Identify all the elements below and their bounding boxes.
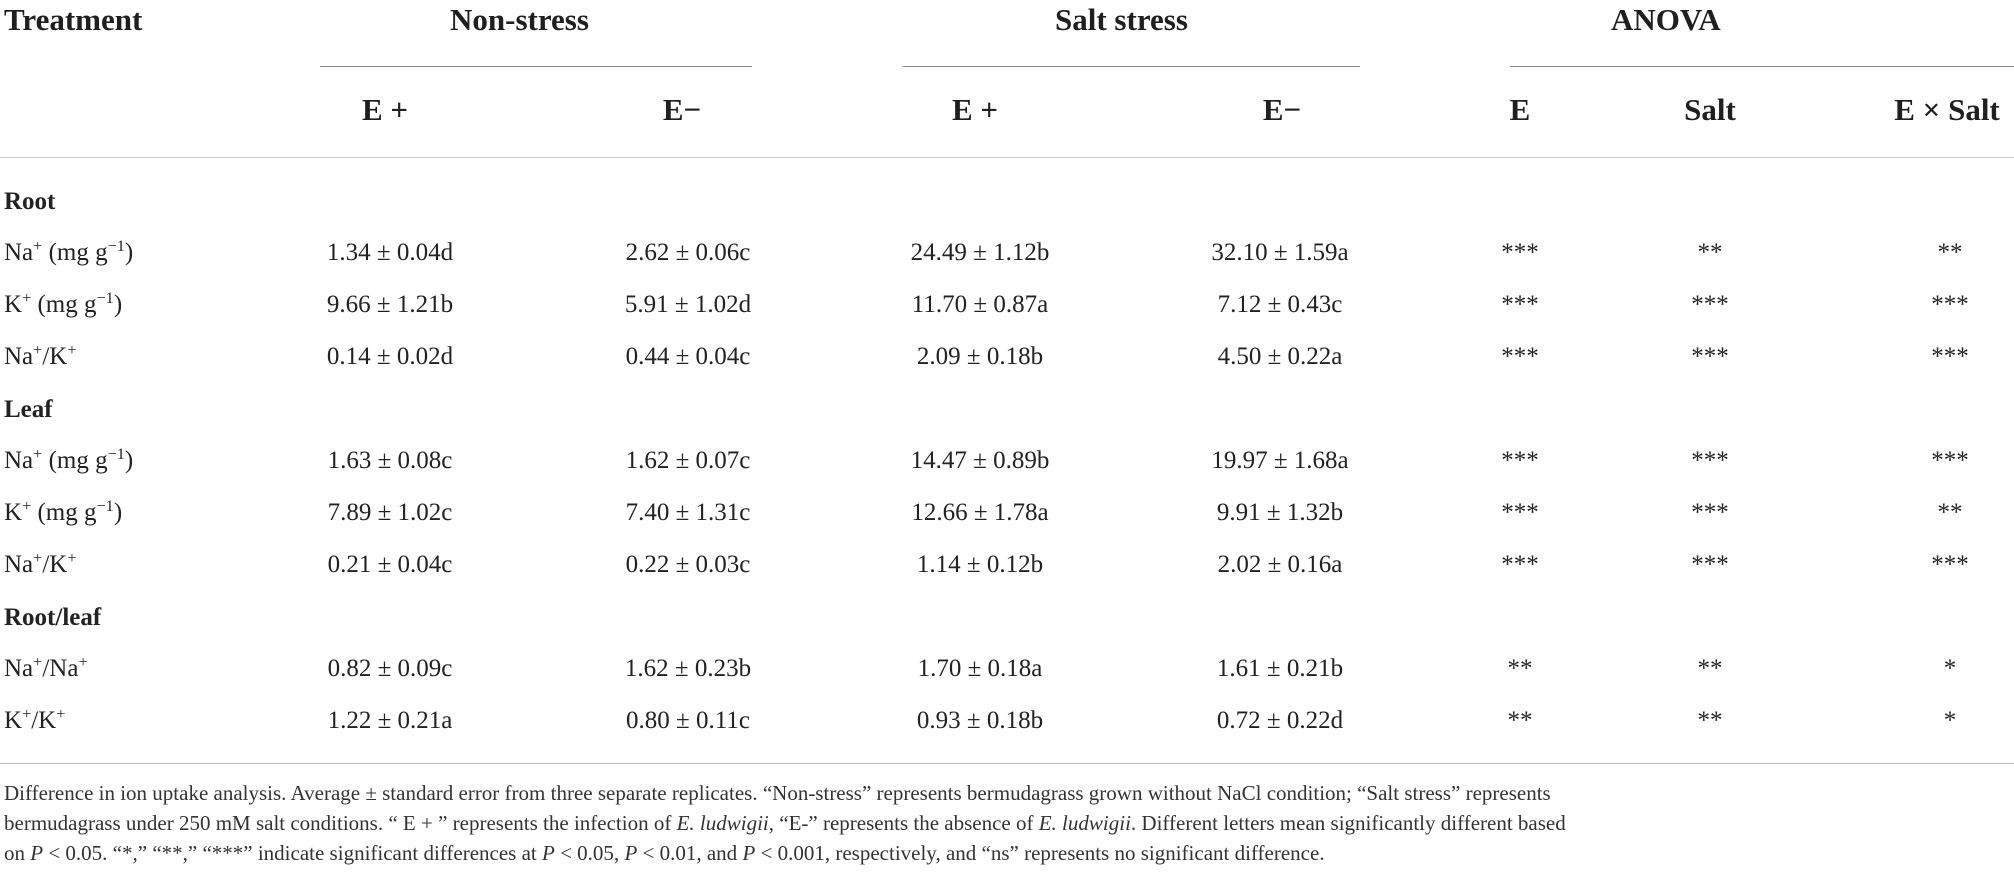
cell-ns-e-minus: 5.91 ± 1.02d bbox=[624, 291, 752, 318]
row-label: Na+/K+ bbox=[4, 341, 77, 370]
cell-anova-e: *** bbox=[1501, 499, 1539, 526]
cell-ns-e-plus: 0.14 ± 0.02d bbox=[326, 343, 454, 370]
header-anova: ANOVA bbox=[1611, 2, 1721, 37]
subheader-ns-e-minus: E− bbox=[662, 92, 702, 127]
footnote-line-1: Difference in ion uptake analysis. Average ± standard error from three separate replicates. “Non-stress” represents bermudagrass grown without NaCl condition; “Salt stress” represents bbox=[4, 781, 1551, 805]
cell-ss-e-plus: 2.09 ± 0.18b bbox=[916, 343, 1044, 370]
cell-ns-e-minus: 0.44 ± 0.04c bbox=[625, 343, 751, 370]
cell-ns-e-minus: 2.62 ± 0.06c bbox=[625, 239, 751, 266]
table-bottom-rule bbox=[0, 763, 2014, 764]
table-row bbox=[0, 545, 2014, 585]
table-footnote bbox=[4, 778, 2008, 868]
row-label: K+ (mg $g^{-1}$) bbox=[4, 497, 123, 526]
cell-anova-interaction: *** bbox=[1931, 343, 1969, 370]
cell-anova-salt: *** bbox=[1691, 291, 1729, 318]
row-label: K+ (mg $g^{-1}$) bbox=[4, 289, 123, 318]
table-row bbox=[0, 701, 2014, 741]
cell-anova-interaction: *** bbox=[1931, 291, 1969, 318]
subheader-anova-e: E bbox=[1509, 92, 1531, 127]
group-label: Leaf bbox=[4, 396, 53, 423]
group-label: Root/leaf bbox=[4, 604, 102, 631]
cell-ss-e-minus: 19.97 ± 1.68a bbox=[1211, 447, 1349, 474]
cell-anova-salt: *** bbox=[1691, 551, 1729, 578]
subheader-ss-e-plus: E + bbox=[951, 92, 999, 127]
salt-stress-underline bbox=[903, 66, 1360, 67]
cell-ss-e-plus: 11.70 ± 0.87a bbox=[911, 291, 1049, 318]
cell-ns-e-minus: 1.62 ± 0.23b bbox=[624, 655, 752, 682]
cell-anova-salt: ** bbox=[1697, 239, 1723, 266]
table-row bbox=[0, 649, 2014, 689]
cell-anova-interaction: *** bbox=[1931, 447, 1969, 474]
cell-ns-e-minus: 1.62 ± 0.07c bbox=[625, 447, 751, 474]
cell-ns-e-minus: 0.22 ± 0.03c bbox=[625, 551, 751, 578]
footnote-line-3: on P < 0.05. “*,” “**,” “***” indicate significant differences at P < 0.05, P < 0.01, and P < 0.001, respectively, and “ns” represents no significant difference. bbox=[4, 841, 1325, 865]
cell-ss-e-plus: 12.66 ± 1.78a bbox=[911, 499, 1049, 526]
anova-underline bbox=[1510, 66, 2014, 67]
cell-ss-e-plus: 14.47 ± 0.89b bbox=[910, 447, 1050, 474]
cell-ns-e-minus: 0.80 ± 0.11c bbox=[626, 707, 750, 734]
table-row bbox=[0, 493, 2014, 533]
cell-ns-e-minus: 7.40 ± 1.31c bbox=[625, 499, 751, 526]
header-non-stress: Non-stress bbox=[450, 2, 589, 37]
subheader-ss-e-minus: E− bbox=[1262, 92, 1302, 127]
cell-ss-e-minus: 1.61 ± 0.21b bbox=[1216, 655, 1344, 682]
cell-ns-e-plus: 1.63 ± 0.08c bbox=[327, 447, 453, 474]
row-label: Na+ (mg $g^{-1}$) bbox=[4, 445, 134, 474]
cell-ss-e-plus: 1.70 ± 0.18a bbox=[917, 655, 1043, 682]
non-stress-underline bbox=[320, 66, 752, 67]
cell-anova-e: *** bbox=[1501, 551, 1539, 578]
cell-anova-e: ** bbox=[1507, 707, 1533, 734]
row-label: K+/K+ bbox=[4, 705, 66, 734]
table-row bbox=[0, 337, 2014, 377]
cell-anova-salt: *** bbox=[1691, 343, 1729, 370]
header-salt-stress: Salt stress bbox=[1055, 2, 1188, 37]
row-label: Na+/Na+ bbox=[4, 653, 88, 682]
cell-anova-salt: *** bbox=[1691, 447, 1729, 474]
subheader-anova-salt: Salt bbox=[1684, 92, 1736, 127]
cell-anova-e: *** bbox=[1501, 239, 1539, 266]
cell-anova-e: ** bbox=[1507, 655, 1533, 682]
cell-anova-salt: *** bbox=[1691, 499, 1729, 526]
table-row bbox=[0, 441, 2014, 481]
cell-anova-interaction: ** bbox=[1937, 239, 1963, 266]
row-label: Na+ (mg $g^{-1}$) bbox=[4, 237, 134, 266]
cell-anova-salt: ** bbox=[1697, 655, 1723, 682]
cell-ns-e-plus: 1.34 ± 0.04d bbox=[326, 239, 454, 266]
cell-anova-e: *** bbox=[1501, 291, 1539, 318]
cell-anova-interaction: * bbox=[1943, 707, 1957, 734]
cell-ns-e-plus: 9.66 ± 1.21b bbox=[326, 291, 454, 318]
group-row-root bbox=[0, 182, 2014, 222]
table-row bbox=[0, 233, 2014, 273]
cell-ss-e-plus: 1.14 ± 0.12b bbox=[916, 551, 1044, 578]
group-row-leaf bbox=[0, 390, 2014, 430]
cell-anova-salt: ** bbox=[1697, 707, 1723, 734]
header-divider bbox=[0, 157, 2014, 158]
cell-anova-e: *** bbox=[1501, 343, 1539, 370]
cell-anova-interaction: *** bbox=[1931, 551, 1969, 578]
cell-ns-e-plus: 0.82 ± 0.09c bbox=[327, 655, 453, 682]
cell-ss-e-minus: 32.10 ± 1.59a bbox=[1211, 239, 1349, 266]
cell-anova-interaction: * bbox=[1943, 655, 1957, 682]
cell-ss-e-minus: 4.50 ± 0.22a bbox=[1217, 343, 1343, 370]
cell-anova-e: *** bbox=[1501, 447, 1539, 474]
cell-ns-e-plus: 1.22 ± 0.21a bbox=[327, 707, 453, 734]
row-label: Na+/K+ bbox=[4, 549, 77, 578]
cell-ss-e-minus: 0.72 ± 0.22d bbox=[1216, 707, 1344, 734]
cell-ns-e-plus: 7.89 ± 1.02c bbox=[327, 499, 453, 526]
cell-anova-interaction: ** bbox=[1937, 499, 1963, 526]
table-row bbox=[0, 285, 2014, 325]
cell-ss-e-plus: 0.93 ± 0.18b bbox=[916, 707, 1044, 734]
cell-ss-e-minus: 2.02 ± 0.16a bbox=[1217, 551, 1343, 578]
cell-ss-e-plus: 24.49 ± 1.12b bbox=[910, 239, 1050, 266]
header-treatment: Treatment bbox=[4, 2, 143, 37]
cell-ss-e-minus: 7.12 ± 0.43c bbox=[1217, 291, 1343, 318]
cell-ns-e-plus: 0.21 ± 0.04c bbox=[327, 551, 453, 578]
group-label: Root bbox=[4, 188, 56, 215]
group-row-root-leaf bbox=[0, 598, 2014, 638]
subheader-anova-interaction: E × Salt bbox=[1894, 92, 2000, 127]
subheader-ns-e-plus: E + bbox=[361, 92, 409, 127]
cell-ss-e-minus: 9.91 ± 1.32b bbox=[1216, 499, 1344, 526]
footnote-line-2: bermudagrass under 250 mM salt conditions. “ E + ” represents the infection of E. ludwigii, “E-” represents the absence of E. ludwigii. Different letters mean significantly different based bbox=[4, 811, 1566, 835]
